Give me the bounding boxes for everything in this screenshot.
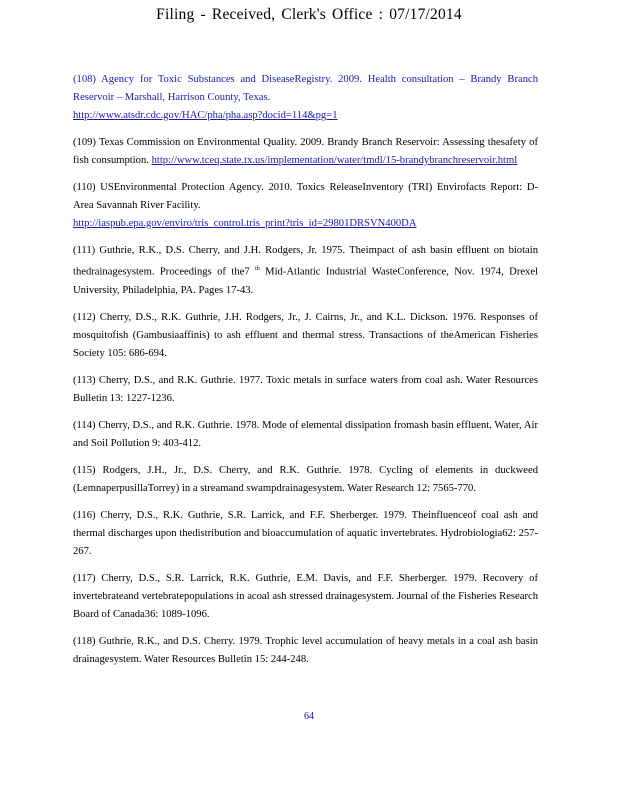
filing-header: Filing - Received, Clerk's Office : 07/17/2014: [156, 6, 462, 23]
reference-link[interactable]: http://www.tceq.state.tx.us/implementation/water/tmdl/15-brandybranchreservoir.html: [151, 155, 518, 166]
reference-text: (114) Cherry, D.S., and R.K. Guthrie. 1978. Mode of elemental dissipation fromash basin effluent. Water, Air and Soil Pollution 9: 403-412.: [73, 419, 538, 449]
page-number: 64: [304, 711, 314, 722]
reference-111: [73, 242, 538, 300]
reference-115: [73, 462, 538, 498]
reference-link[interactable]: http://www.atsdr.cdc.gov/HAC/pha/pha.asp?docid=114&pg=1: [73, 110, 338, 121]
reference-109: [73, 134, 538, 170]
reference-text: (113) Cherry, D.S., and R.K. Guthrie. 1977. Toxic metals in surface waters from coal ash. Water Resources Bulletin 13: 1227-1236.: [73, 374, 538, 404]
reference-text: (108) Agency for Toxic Substances and DiseaseRegistry. 2009. Health consultation – Brandy Branch Reservoir – Marshall, Harrison County, Texas.: [73, 74, 538, 103]
reference-117: [73, 570, 538, 624]
reference-113: [73, 372, 538, 408]
reference-110: [73, 179, 538, 233]
reference-text: (118) Guthrie, R.K., and D.S. Cherry. 1979. Trophic level accumulation of heavy metals in a coal ash basin drainagesystem. Water Resources Bulletin 15: 244-248.: [73, 635, 538, 665]
reference-list: [73, 71, 538, 678]
reference-114: [73, 417, 538, 453]
reference-text: (116) Cherry, D.S., R.K. Guthrie, S.R. Larrick, and F.F. Sherberger. 1979. Theinfluenceof coal ash and thermal discharges upon thedistribution and bioaccumulation of aquatic invertebrates. Hydrobiologia62: 257-267.: [73, 509, 538, 557]
reference-112: [73, 309, 538, 363]
reference-text: (115) Rodgers, J.H., Jr., D.S. Cherry, and R.K. Guthrie. 1978. Cycling of elements in duckweed (LemnaperpusillaTorrey) in a streamand swampdrainagesystem. Water Research 12: 7565-770.: [73, 464, 538, 494]
reference-link[interactable]: http://iaspub.epa.gov/enviro/tris_control.tris_print?tris_id=29801DRSVN400DA: [73, 218, 417, 229]
reference-118: [73, 633, 538, 669]
reference-116: [73, 507, 538, 561]
reference-text: (112) Cherry, D.S., R.K. Guthrie, J.H. Rodgers, Jr., J. Cairns, Jr., and K.L. Dickson. 1976. Responses of mosquitofish (Gambusiaaffinis) to ash effluent and thermal stress. Transactions of theAmerican Fisheries Society 105: 686-694.: [73, 311, 538, 359]
ordinal-superscript: th: [255, 266, 260, 272]
reference-text: (111) Guthrie, R.K., D.S. Cherry, and J.H. Rodgers, Jr. 1975. Theimpact of ash basin effluent on biotain thedrainagesystem. Proceedings of the7: [73, 245, 538, 278]
reference-text: (117) Cherry, D.S., S.R. Larrick, R.K. Guthrie, E.M. Davis, and F.F. Sherberger. 1979. Recovery of invertebrateand vertebratepopulations in acoal ash stressed drainagesystem. Journal of the Fisheries Research Board of Canada36: 1089-1096.: [73, 572, 538, 620]
reference-text: (110) USEnvironmental Protection Agency. 2010. Toxics ReleaseInventory (TRI) Envirofacts Report: D-Area Savannah River Facility.: [73, 182, 538, 211]
reference-text-continued: Mid-Atlantic Industrial WasteConference, Nov. 1974, Drexel University, Philadelphia, PA. Pages 17-43.: [73, 266, 538, 296]
reference-108: [73, 71, 538, 125]
reference-text: (109) Texas Commission on Environmental Quality. 2009. Brandy Branch Reservoir: Assessing thesafety of fish consumption.: [73, 137, 538, 166]
